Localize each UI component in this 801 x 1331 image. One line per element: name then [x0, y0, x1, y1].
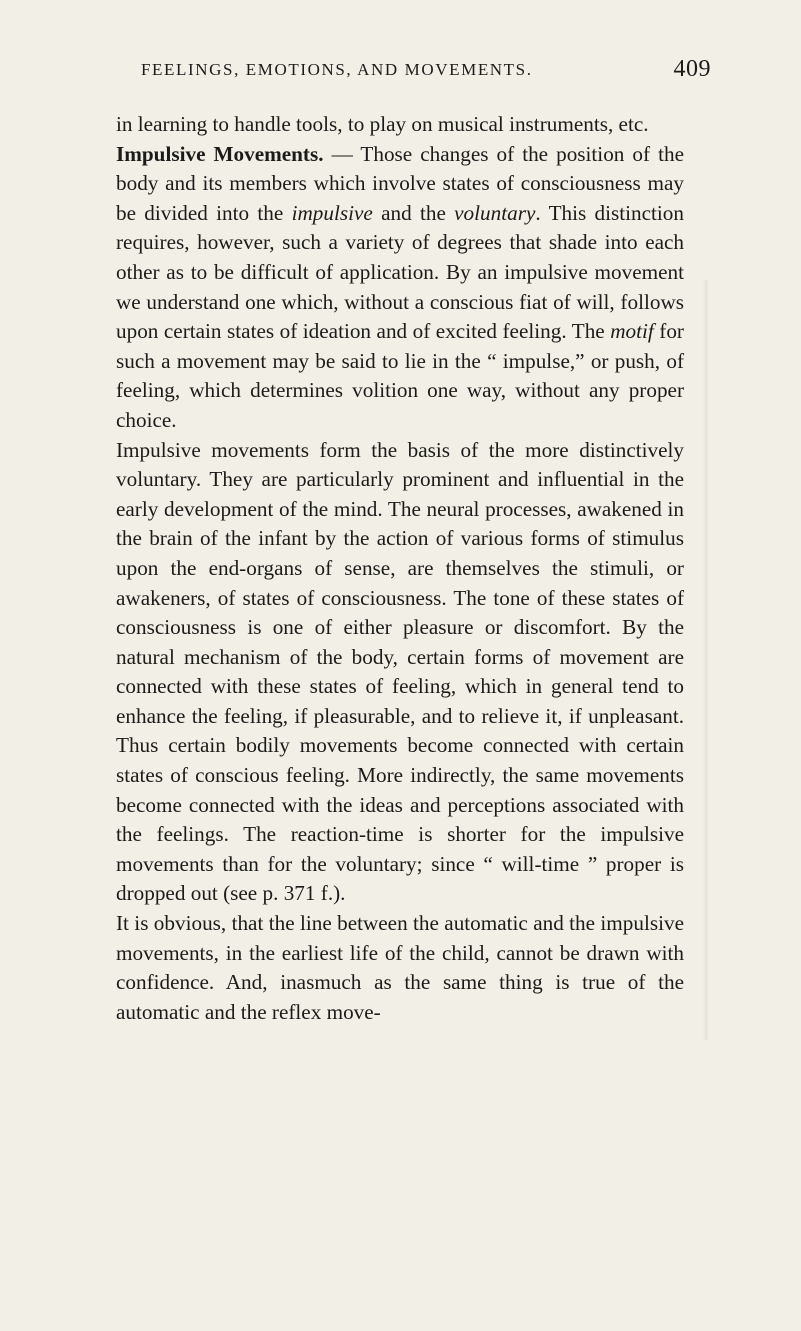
- text-run: . This distinction requires, however, such a variety of degrees that shade into each other as to be difficult of application. By an impulsive movement we understand one which, without a conscious fiat of will, follows upon certain states of ideation and of excited feeling. The: [116, 200, 684, 344]
- text-run: Those changes of the position of the body and its members which involve states of consciousness may be divided into the: [116, 141, 684, 225]
- page-number: 409: [673, 56, 711, 82]
- paragraph-obvious: It is obvious, that the line between the automatic and the impulsive movements, in the earliest life of the child, cannot be drawn with confidence. And, inasmuch as the same thing is true of the automatic and the reflex move-: [116, 911, 684, 1024]
- paragraph-continuation: in learning to handle tools, to play on musical instruments, etc.: [116, 112, 649, 136]
- em-dash: —: [323, 141, 361, 166]
- page-edge-shadow: [703, 280, 709, 1040]
- paragraph-basis: Impulsive movements form the basis of the more distinctively voluntary. They are particularly prominent and influential in the early development of the mind. The neural processes, awakened in the brain of the infant by the action of various forms of stimulus upon the end-organs of sense, are themselves the stimuli, or awakeners, of states of consciousness. The tone of these states of consciousness is one of either pleasure or discomfort. By the natural mechanism of the body, certain forms of movement are connected with these states of feeling, which in general tend to enhance the feeling, if pleasurable, and to relieve it, if unpleasant. Thus certain bodily movements become connected with certain states of conscious feeling. More indirectly, the same movements become connected with the ideas and perceptions associated with the feelings. The reaction-time is shorter for the impulsive movements than for the voluntary; since “ will-time ” proper is dropped out (see p. 371 f.).: [116, 437, 684, 906]
- running-head: [141, 56, 711, 94]
- running-title: FEELINGS, EMOTIONS, AND MOVEMENTS.: [141, 60, 533, 79]
- section-heading: Impulsive Movements.: [116, 141, 324, 166]
- text-run: and the: [372, 200, 455, 225]
- paragraph-impulsive-movements: [116, 140, 684, 436]
- text-run: for such a movement may be said to lie in the “ impulse,” or push, of feeling, which determines volition one way, without any proper choice.: [116, 319, 684, 432]
- body-text: [116, 110, 684, 1027]
- italic-term-impulsive: impulsive: [291, 200, 373, 225]
- italic-term-motif: motif: [610, 319, 654, 344]
- italic-term-voluntary: voluntary: [454, 200, 536, 225]
